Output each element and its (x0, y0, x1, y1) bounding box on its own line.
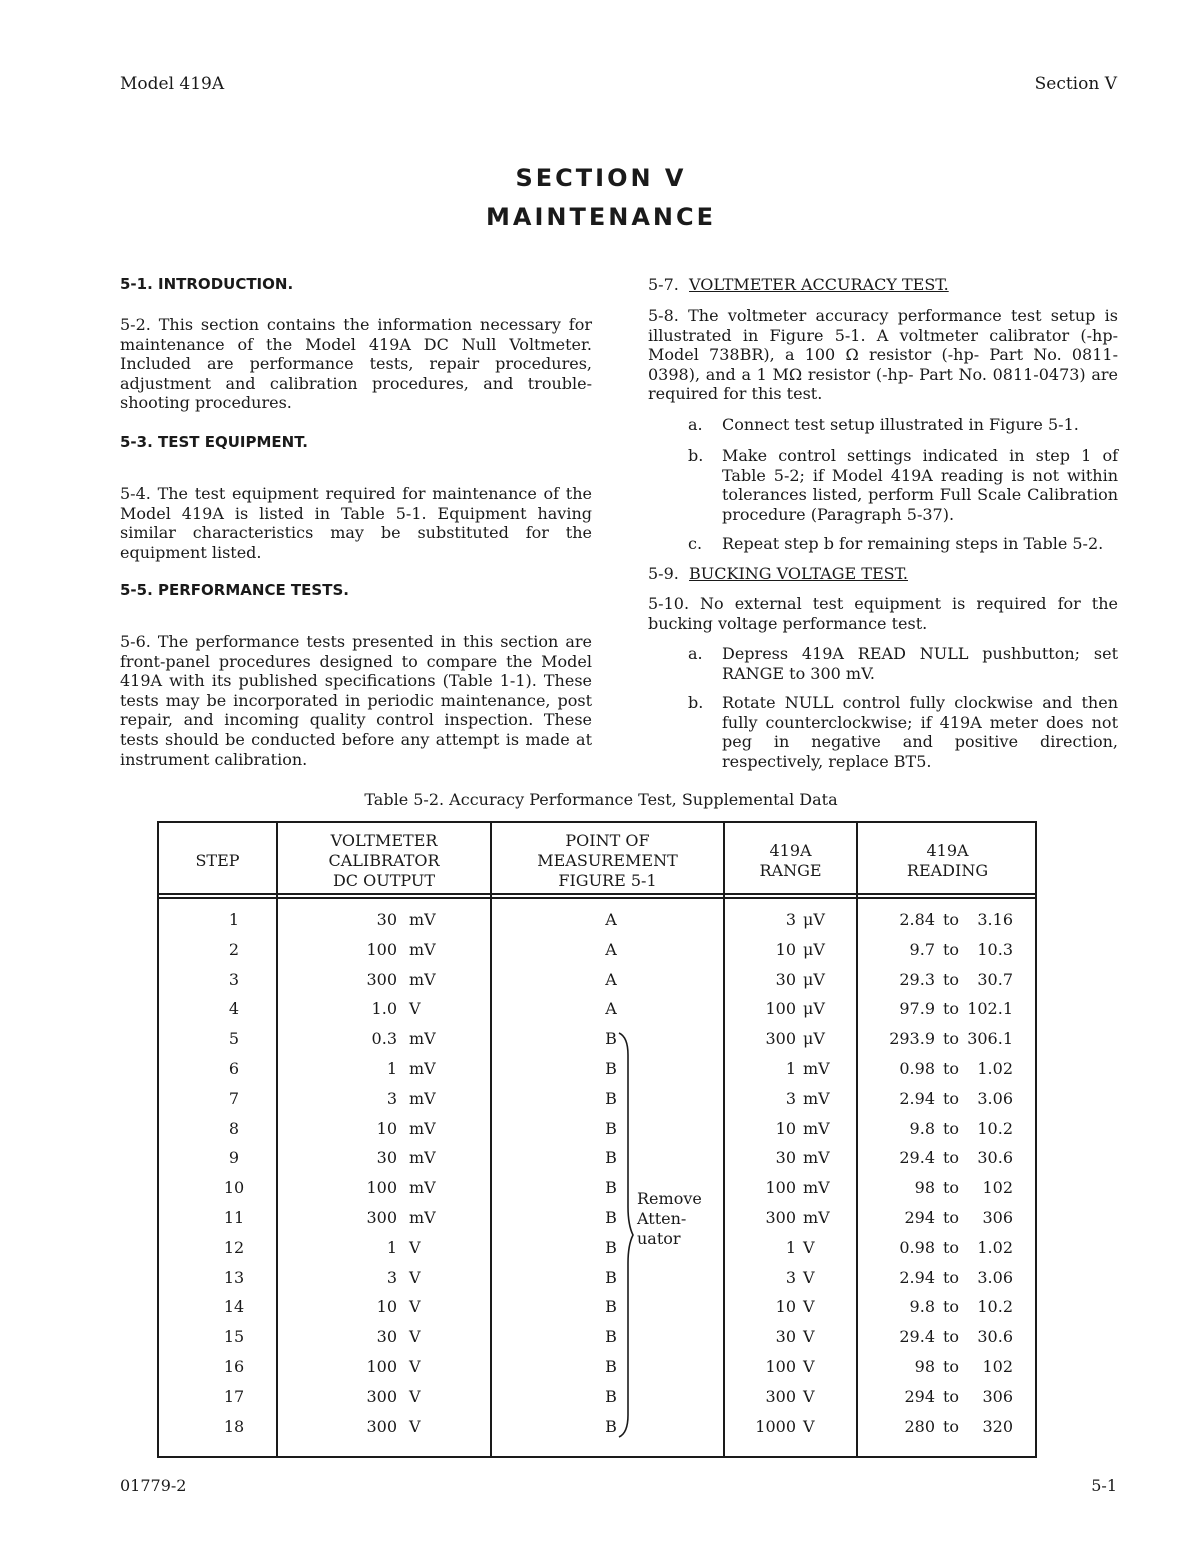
cell-reading-high: 306 (982, 1208, 1013, 1227)
cell-reading-to: to (942, 910, 960, 929)
cell-reading-high: 30.6 (977, 1148, 1013, 1168)
table-row (159, 940, 1035, 962)
cell-range-unit: mV (803, 1148, 830, 1168)
cell-range-value: 1000 (755, 1416, 796, 1436)
cell-reading-low: 98 (914, 1357, 935, 1376)
cell-range-value: 3 (785, 910, 796, 929)
th-calibrator-3: DC OUTPUT (332, 871, 436, 890)
cell-reading-high: 1.02 (977, 1059, 1013, 1078)
cell-reading-low: 97.9 (899, 999, 935, 1019)
th-point-2: MEASUREMENT (537, 851, 678, 870)
cell-range-value: 100 (765, 1357, 796, 1376)
section-title: SECTION V (515, 164, 687, 192)
cell-range-unit: V (803, 1267, 815, 1287)
heading-bucking-voltage-num: 5-9. (648, 564, 679, 583)
table-row (159, 1208, 1035, 1230)
cell-reading-to: to (942, 1267, 960, 1287)
step-a-text: Connect test setup illustrated in Figure 5-1. (722, 415, 1079, 434)
cell-output-unit: mV (409, 1118, 436, 1138)
cell-reading-low: 280 (904, 1416, 935, 1436)
table-caption: Table 5-2. Accuracy Performance Test, Supplemental Data (364, 790, 838, 809)
cell-output-value: 300 (366, 1208, 397, 1227)
cell-output-value: 30 (376, 1327, 397, 1347)
cell-reading-high: 306 (982, 1386, 1013, 1406)
step-b2-letter: b. (688, 693, 704, 712)
cell-range-value: 300 (765, 1208, 796, 1227)
cell-output-value: 1 (386, 1059, 397, 1078)
th-range-1: 419A (769, 841, 812, 860)
table-row (159, 1327, 1035, 1349)
th-calibrator-2: CALIBRATOR (328, 851, 440, 870)
table-row (159, 1238, 1035, 1260)
paragraph-5-6-text: 5-6. The performance tests presented in this section are front-panel procedures designed to compare the Model 419A with its published specifications (Table 1-1). These tests may be incorporated in periodic maintenance, post repair, and incoming quality control inspection. These tests should be conducted before any attempt is made at instrument calibration. (120, 632, 592, 769)
cell-reading-to: to (942, 1208, 960, 1227)
cell-reading-low: 2.84 (899, 910, 935, 929)
cell-output-unit: mV (409, 1029, 436, 1049)
cell-reading-to: to (942, 969, 960, 989)
cell-point: B (605, 1208, 617, 1227)
cell-step: 1 (228, 910, 240, 929)
cell-reading-low: 9.8 (909, 1297, 935, 1317)
cell-output-unit: mV (409, 1088, 436, 1108)
cell-range-unit: mV (803, 1118, 830, 1138)
step-b-letter: b. (688, 446, 704, 465)
cell-output-value: 1 (386, 1237, 397, 1257)
paragraph-5-6 (120, 632, 592, 769)
cell-output-value: 100 (366, 1178, 397, 1198)
step-c-repeat (688, 534, 1118, 556)
cell-range-unit: mV (803, 1208, 830, 1227)
cell-step: 3 (228, 969, 240, 989)
cell-reading-low: 0.98 (899, 1059, 935, 1078)
cell-output-value: 0.3 (371, 1029, 397, 1049)
cell-output-unit: V (409, 1297, 421, 1317)
cell-range-unit: mV (803, 1088, 830, 1108)
paragraph-5-2-text: 5-2. This section contains the information necessary for maintenance of the Model 419A DC Null Voltmeter. Included are performance tests, repair procedures, adjustment and calibration procedures, and trouble-shooting procedures. (120, 315, 592, 413)
cell-output-unit: mV (409, 910, 436, 929)
cell-point: B (605, 1237, 617, 1257)
cell-point: A (605, 969, 617, 989)
table-row (159, 1059, 1035, 1081)
cell-step: 12 (223, 1237, 245, 1257)
cell-reading-high: 10.3 (977, 939, 1013, 959)
cell-range-value: 3 (785, 1267, 796, 1287)
paragraph-5-4-text: 5-4. The test equipment required for maintenance of the Model 419A is listed in Table 5-1. Equipment having similar characteristics may be substituted for the equipment listed. (120, 484, 592, 562)
paragraph-5-2 (120, 315, 592, 413)
cell-step: 4 (228, 999, 240, 1019)
cell-reading-low: 2.94 (899, 1267, 935, 1287)
cell-point: B (605, 1088, 617, 1108)
cell-reading-to: to (942, 1416, 960, 1436)
cell-step: 10 (223, 1178, 245, 1198)
th-reading (858, 841, 1037, 881)
step-a-connect (688, 415, 1118, 437)
th-reading-2: READING (906, 861, 989, 880)
th-calibrator (278, 831, 490, 891)
cell-reading-high: 10.2 (977, 1118, 1013, 1138)
cell-range-value: 10 (775, 939, 796, 959)
table-row (159, 970, 1035, 992)
cell-reading-high: 306.1 (967, 1029, 1013, 1049)
cell-point: B (605, 1059, 617, 1078)
step-c-letter: c. (688, 534, 703, 553)
cell-output-unit: mV (409, 969, 436, 989)
cell-step: 11 (223, 1208, 245, 1227)
cell-output-unit: mV (409, 1208, 436, 1227)
note-remove-attenuator (637, 1189, 702, 1249)
cell-output-unit: mV (409, 939, 436, 959)
cell-step: 14 (223, 1297, 245, 1317)
cell-range-value: 300 (765, 1386, 796, 1406)
cell-output-unit: V (409, 1386, 421, 1406)
cell-reading-low: 293.9 (889, 1029, 935, 1049)
cell-step: 17 (223, 1386, 245, 1406)
brace-icon (615, 1031, 639, 1439)
cell-reading-low: 294 (904, 1208, 935, 1227)
cell-output-value: 300 (366, 969, 397, 989)
cell-point: B (605, 1178, 617, 1198)
cell-output-value: 100 (366, 939, 397, 959)
cell-output-unit: mV (409, 1059, 436, 1078)
th-point-3: FIGURE 5-1 (558, 871, 657, 890)
cell-range-value: 30 (775, 1327, 796, 1347)
note-line-2: Atten- (637, 1209, 687, 1228)
cell-range-value: 100 (765, 1178, 796, 1198)
step-a2-text: Depress 419A READ NULL pushbutton; set RANGE to 300 mV. (722, 644, 1118, 683)
cell-range-value: 30 (775, 969, 796, 989)
step-c-text: Repeat step b for remaining steps in Table 5-2. (722, 534, 1104, 553)
cell-output-unit: mV (409, 1148, 436, 1168)
cell-reading-to: to (942, 1088, 960, 1108)
cell-output-value: 10 (376, 1297, 397, 1317)
cell-reading-low: 98 (914, 1178, 935, 1198)
cell-step: 2 (228, 939, 240, 959)
cell-range-unit: mV (803, 1059, 830, 1078)
th-reading-1: 419A (926, 841, 969, 860)
cell-reading-to: to (942, 1357, 960, 1376)
step-b-settings (688, 446, 1118, 528)
cell-reading-high: 102 (982, 1357, 1013, 1376)
cell-point: B (605, 1029, 617, 1049)
cell-range-value: 3 (785, 1088, 796, 1108)
cell-reading-low: 9.7 (909, 939, 935, 959)
step-b2-text: Rotate NULL control fully clockwise and then fully counterclockwise; if 419A meter does not peg in negative and positive direction, respectively, replace BT5. (722, 693, 1118, 771)
cell-reading-to: to (942, 939, 960, 959)
cell-reading-low: 294 (904, 1386, 935, 1406)
step-b-text: Make control settings indicated in step 1 of Table 5-2; if Model 419A reading is not within tolerances listed, perform Full Scale Calibration procedure (Paragraph 5-37). (722, 446, 1118, 524)
cell-reading-high: 30.6 (977, 1327, 1013, 1347)
cell-reading-to: to (942, 1118, 960, 1138)
cell-reading-high: 3.06 (977, 1088, 1013, 1108)
heading-introduction: 5-1. INTRODUCTION. (120, 275, 294, 293)
cell-output-unit: V (409, 999, 421, 1019)
cell-range-unit: V (803, 1327, 815, 1347)
cell-reading-to: to (942, 1178, 960, 1198)
footer-doc-number: 01779-2 (120, 1476, 187, 1495)
cell-reading-to: to (942, 1029, 960, 1049)
step-b-rotate (688, 693, 1118, 775)
cell-point: B (605, 1148, 617, 1168)
table-row (159, 1148, 1035, 1170)
cell-range-unit: V (803, 1416, 815, 1436)
th-calibrator-1: VOLTMETER (330, 831, 438, 850)
th-point (492, 831, 723, 891)
cell-reading-high: 320 (982, 1416, 1013, 1436)
heading-performance-tests: 5-5. PERFORMANCE TESTS. (120, 581, 349, 599)
cell-range-value: 300 (765, 1029, 796, 1049)
cell-output-value: 3 (386, 1088, 397, 1108)
cell-step: 9 (228, 1148, 240, 1168)
cell-output-value: 30 (376, 910, 397, 929)
cell-range-unit: μV (803, 1029, 825, 1049)
paragraph-5-10-text: 5-10. No external test equipment is required for the bucking voltage performance test. (648, 594, 1118, 633)
cell-reading-to: to (942, 999, 960, 1019)
table-row (159, 1119, 1035, 1141)
cell-point: A (605, 939, 617, 959)
cell-range-value: 10 (775, 1297, 796, 1317)
header-divider (159, 893, 1035, 895)
cell-range-unit: V (803, 1237, 815, 1257)
cell-range-unit: μV (803, 969, 825, 989)
cell-range-unit: mV (803, 1178, 830, 1198)
cell-reading-to: to (942, 1237, 960, 1257)
cell-step: 16 (223, 1357, 245, 1376)
cell-range-unit: μV (803, 910, 825, 929)
table-row (159, 1089, 1035, 1111)
cell-reading-high: 1.02 (977, 1237, 1013, 1257)
cell-point: B (605, 1118, 617, 1138)
section-subtitle: MAINTENANCE (486, 203, 716, 231)
heading-voltmeter-accuracy-text: VOLTMETER ACCURACY TEST. (689, 275, 949, 294)
cell-step: 7 (228, 1088, 240, 1108)
cell-reading-high: 30.7 (977, 969, 1013, 989)
cell-output-unit: V (409, 1237, 421, 1257)
cell-reading-high: 10.2 (977, 1297, 1013, 1317)
cell-range-value: 10 (775, 1118, 796, 1138)
cell-reading-high: 102.1 (967, 999, 1013, 1019)
cell-range-value: 1 (785, 1059, 796, 1078)
cell-range-value: 30 (775, 1148, 796, 1168)
cell-range-unit: V (803, 1386, 815, 1406)
heading-test-equipment: 5-3. TEST EQUIPMENT. (120, 433, 308, 451)
step-a-letter: a. (688, 415, 703, 434)
cell-reading-high: 102 (982, 1178, 1013, 1198)
cell-point: B (605, 1416, 617, 1436)
th-range-2: RANGE (759, 861, 822, 880)
heading-bucking-voltage (648, 564, 908, 583)
heading-voltmeter-accuracy (648, 275, 949, 294)
cell-step: 6 (228, 1059, 240, 1078)
header-section: Section V (1034, 74, 1117, 94)
table-row (159, 1417, 1035, 1439)
table-row (159, 1268, 1035, 1290)
cell-reading-to: to (942, 1059, 960, 1078)
cell-output-value: 1.0 (371, 999, 397, 1019)
cell-step: 8 (228, 1118, 240, 1138)
cell-output-unit: V (409, 1267, 421, 1287)
cell-range-value: 1 (785, 1237, 796, 1257)
step-a2-letter: a. (688, 644, 703, 663)
cell-output-value: 300 (366, 1416, 397, 1436)
th-point-1: POINT OF (565, 831, 650, 850)
cell-reading-high: 3.16 (977, 910, 1013, 929)
cell-output-value: 100 (366, 1357, 397, 1376)
cell-output-unit: V (409, 1416, 421, 1436)
footer-page-number: 5-1 (1091, 1476, 1117, 1495)
cell-point: B (605, 1267, 617, 1287)
cell-reading-to: to (942, 1148, 960, 1168)
cell-range-unit: V (803, 1297, 815, 1317)
cell-step: 5 (228, 1029, 240, 1049)
step-a-depress (688, 644, 1118, 686)
paragraph-5-8-text: 5-8. The voltmeter accuracy performance test setup is illustrated in Figure 5-1. A voltmeter calibrator (-hp- Model 738BR), a 100 Ω resistor (-hp- Part No. 0811-0398), and a 1 MΩ resistor (-hp- Part No. 0811-0473) are required for this test. (648, 306, 1118, 404)
cell-reading-to: to (942, 1327, 960, 1347)
cell-reading-low: 29.4 (899, 1327, 935, 1347)
cell-range-unit: V (803, 1357, 815, 1376)
cell-step: 15 (223, 1327, 245, 1347)
table-row (159, 1387, 1035, 1409)
th-step: STEP (195, 851, 240, 870)
cell-output-value: 3 (386, 1267, 397, 1287)
table-row (159, 1297, 1035, 1319)
cell-output-value: 30 (376, 1148, 397, 1168)
cell-reading-high: 3.06 (977, 1267, 1013, 1287)
cell-step: 13 (223, 1267, 245, 1287)
cell-output-unit: V (409, 1327, 421, 1347)
paragraph-5-8 (648, 306, 1118, 404)
heading-voltmeter-accuracy-num: 5-7. (648, 275, 679, 294)
header-model: Model 419A (120, 74, 225, 94)
cell-point: A (605, 910, 617, 929)
table-row (159, 1178, 1035, 1200)
table-row (159, 1029, 1035, 1051)
cell-reading-low: 9.8 (909, 1118, 935, 1138)
paragraph-5-4 (120, 484, 592, 562)
cell-output-value: 10 (376, 1118, 397, 1138)
cell-point: B (605, 1386, 617, 1406)
cell-range-unit: μV (803, 939, 825, 959)
cell-range-value: 100 (765, 999, 796, 1019)
cell-point: B (605, 1327, 617, 1347)
cell-point: A (605, 999, 617, 1019)
table-row (159, 1357, 1035, 1379)
accuracy-table (157, 821, 1037, 1458)
note-line-1: Remove (637, 1189, 702, 1208)
note-line-3: uator (637, 1229, 681, 1248)
heading-bucking-voltage-text: BUCKING VOLTAGE TEST. (689, 564, 908, 583)
table-row (159, 910, 1035, 932)
cell-reading-low: 29.4 (899, 1148, 935, 1168)
cell-range-unit: μV (803, 999, 825, 1019)
cell-point: B (605, 1297, 617, 1317)
cell-reading-low: 2.94 (899, 1088, 935, 1108)
cell-reading-to: to (942, 1297, 960, 1317)
table-row (159, 999, 1035, 1021)
cell-output-value: 300 (366, 1386, 397, 1406)
paragraph-5-10 (648, 594, 1118, 633)
cell-output-unit: V (409, 1357, 421, 1376)
cell-point: B (605, 1357, 617, 1376)
cell-step: 18 (223, 1416, 245, 1436)
cell-output-unit: mV (409, 1178, 436, 1198)
th-range (725, 841, 856, 881)
cell-reading-low: 0.98 (899, 1237, 935, 1257)
header-divider (159, 897, 1035, 899)
cell-reading-low: 29.3 (899, 969, 935, 989)
cell-reading-to: to (942, 1386, 960, 1406)
